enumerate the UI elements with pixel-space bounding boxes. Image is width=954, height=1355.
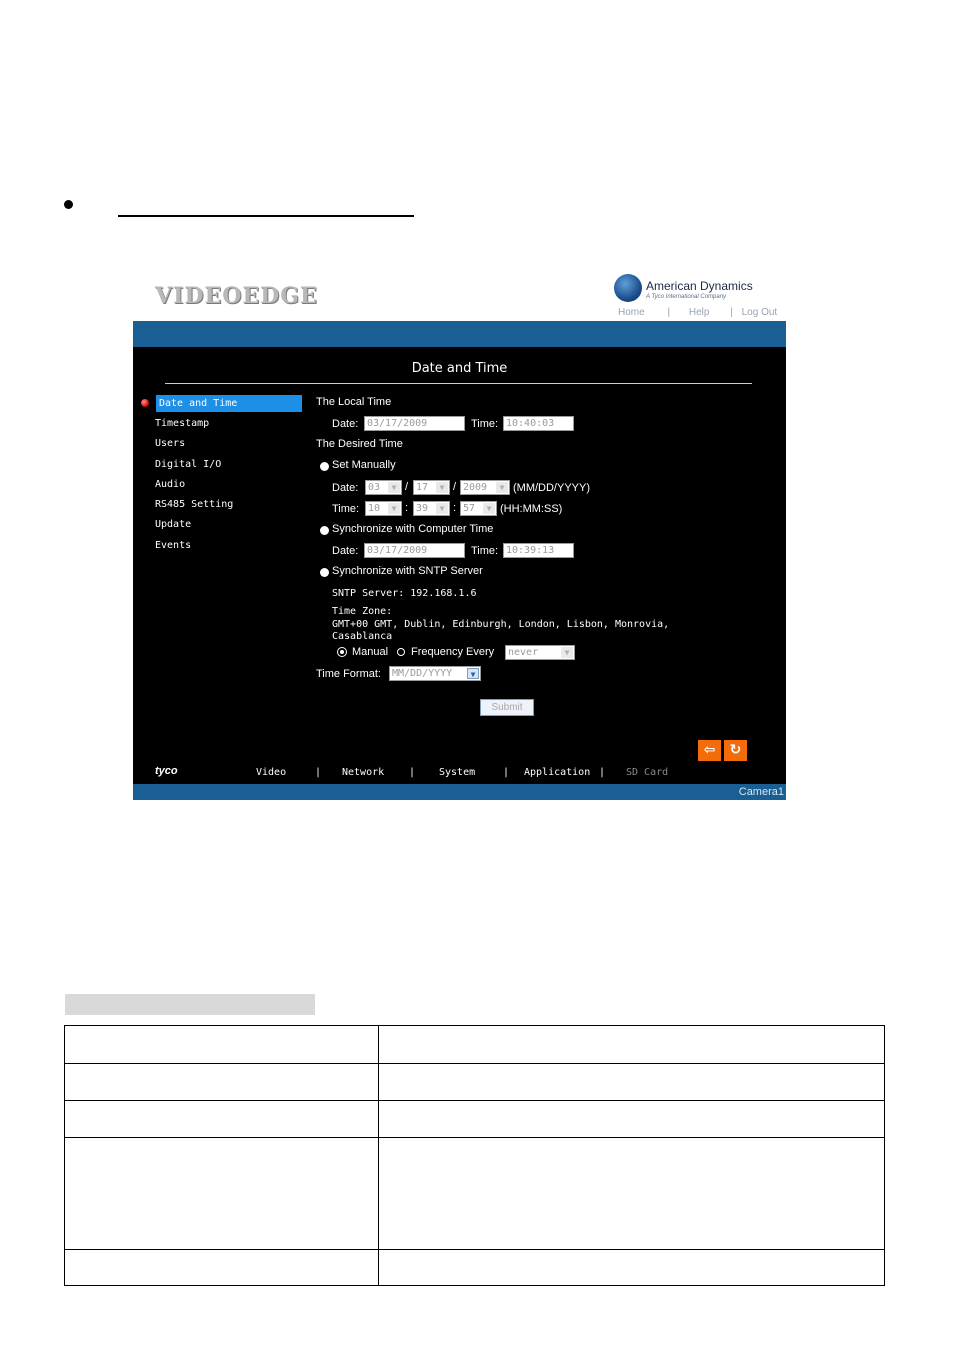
company-tagline: A Tyco International Company (646, 294, 727, 300)
logout-link[interactable]: Log Out (741, 307, 778, 318)
set-manually-label: Set Manually (332, 459, 396, 471)
back-button[interactable] (698, 740, 721, 761)
tyco-logo: tyco (155, 765, 178, 777)
local-time-label: Time: (471, 418, 499, 430)
time-format-label: Time Format: (316, 668, 381, 680)
chevron-down-icon: ▼ (483, 503, 495, 514)
year-select[interactable] (460, 480, 510, 495)
chevron-down-icon: ▼ (436, 482, 448, 493)
parameter-table (64, 1025, 885, 1286)
link-separator: | (667, 307, 671, 318)
sidebar-item-users[interactable]: Users (155, 438, 186, 449)
table-cell (65, 1138, 379, 1250)
minute-value: 39 (416, 503, 429, 514)
frequency-every-label: Frequency Every (411, 646, 495, 658)
table-cell (65, 1250, 379, 1286)
frequency-every-radio[interactable] (397, 648, 405, 656)
second-value: 57 (463, 503, 476, 514)
refresh-button[interactable] (724, 740, 747, 761)
sidebar-item-events[interactable]: Events (155, 540, 192, 551)
table-cell (379, 1064, 885, 1101)
timezone-label: Time Zone: (332, 606, 393, 617)
sidebar-item-update[interactable]: Update (155, 519, 192, 530)
app-frame (133, 321, 786, 800)
american-dynamics-logo-icon (614, 274, 642, 302)
manual-date-label: Date: (332, 482, 359, 494)
nav-video[interactable]: Video (256, 767, 287, 778)
sidebar-item-digital-io[interactable]: Digital I/O (155, 459, 222, 470)
chevron-down-icon: ▼ (388, 503, 400, 514)
table-cell (65, 1101, 379, 1138)
hour-value: 10 (368, 503, 381, 514)
month-select[interactable] (365, 480, 402, 495)
nav-network[interactable]: Network (342, 767, 385, 778)
timezone-value-line2: Casablanca (332, 631, 393, 642)
table-cell (379, 1026, 885, 1064)
frequency-value: never (508, 647, 539, 658)
day-select[interactable] (413, 480, 450, 495)
local-date-label: Date: (332, 418, 359, 430)
nav-sd-card[interactable]: SD Card (626, 767, 669, 778)
nav-system[interactable]: System (439, 767, 476, 778)
chevron-down-icon: ▼ (496, 482, 508, 493)
chevron-down-icon: ▼ (467, 668, 479, 679)
videoedge-logo: VIDEOEDGE (155, 283, 318, 309)
time-separator: : (405, 502, 409, 514)
title-divider (165, 383, 752, 384)
second-select[interactable] (460, 501, 497, 516)
date-separator: / (405, 481, 409, 493)
date-separator: / (453, 481, 457, 493)
top-bar (133, 321, 786, 347)
manual-time-label: Time: (332, 503, 360, 515)
sync-computer-radio[interactable] (320, 526, 329, 535)
desired-time-heading: The Desired Time (316, 438, 403, 450)
help-link[interactable]: Help (688, 307, 710, 318)
computer-time-label: Time: (471, 545, 499, 557)
sidebar-item-date-and-time[interactable]: Date and Time (156, 395, 302, 412)
table-cell (65, 1026, 379, 1064)
time-format-select[interactable] (389, 666, 481, 681)
arrow-left-icon: ⇦ (703, 742, 716, 758)
day-value: 17 (416, 482, 429, 493)
table-cell (379, 1101, 885, 1138)
sidebar-item-rs485-setting[interactable]: RS485 Setting (155, 499, 234, 510)
set-manually-radio[interactable] (320, 462, 329, 471)
sidebar-item-timestamp[interactable]: Timestamp (155, 418, 210, 429)
top-links (618, 307, 777, 318)
sidebar-item-audio[interactable]: Audio (155, 479, 186, 490)
manual-label: Manual (352, 646, 389, 658)
local-time-field[interactable]: 10:40:03 (503, 416, 574, 431)
camera-label: Camera1 (738, 786, 784, 798)
computer-time-field[interactable]: 10:39:13 (503, 543, 574, 558)
submit-button[interactable]: Submit (480, 699, 534, 716)
sync-sntp-radio[interactable] (320, 568, 329, 577)
sync-sntp-label: Synchronize with SNTP Server (332, 565, 483, 577)
home-link[interactable]: Home (618, 307, 645, 318)
local-date-field[interactable]: 03/17/2009 (364, 416, 465, 431)
time-format-value: MM/DD/YYYY (392, 668, 453, 679)
computer-date-label: Date: (332, 545, 359, 557)
company-name: American Dynamics (646, 279, 753, 293)
table-cell (65, 1064, 379, 1101)
chevron-down-icon: ▼ (388, 482, 400, 493)
table-cell (379, 1250, 885, 1286)
bullet-point (64, 200, 73, 209)
computer-date-field[interactable]: 03/17/2009 (364, 543, 465, 558)
minute-select[interactable] (413, 501, 450, 516)
month-value: 03 (368, 482, 381, 493)
time-separator: : (453, 502, 457, 514)
table-cell (379, 1138, 885, 1250)
timezone-value-line1: GMT+00 GMT, Dublin, Edinburgh, London, Lisbon, Monrovia, (332, 619, 670, 630)
local-time-heading: The Local Time (316, 396, 392, 408)
link-separator: | (730, 307, 733, 318)
nav-application[interactable]: Application (524, 767, 591, 778)
frequency-select[interactable] (505, 645, 575, 660)
manual-frequency-radio[interactable] (337, 647, 347, 657)
sntp-server-text: SNTP Server: 192.168.1.6 (332, 588, 477, 599)
section-label-bar (65, 994, 315, 1015)
nav-separator: | (599, 767, 606, 778)
date-format-hint: (MM/DD/YYYY) (513, 482, 590, 494)
time-format-hint: (HH:MM:SS) (500, 503, 563, 515)
page-title: Date and Time (411, 361, 508, 376)
nav-separator: | (409, 767, 416, 778)
chevron-down-icon: ▼ (561, 647, 573, 658)
nav-separator: | (315, 767, 322, 778)
chevron-down-icon: ▼ (436, 503, 448, 514)
active-indicator-icon (141, 399, 149, 407)
refresh-icon: ↻ (729, 742, 742, 758)
heading-underline (118, 215, 414, 217)
hour-select[interactable] (365, 501, 402, 516)
nav-separator: | (503, 767, 510, 778)
year-value: 2009 (463, 482, 488, 493)
sync-computer-label: Synchronize with Computer Time (332, 523, 494, 535)
bottom-bar (133, 784, 786, 800)
